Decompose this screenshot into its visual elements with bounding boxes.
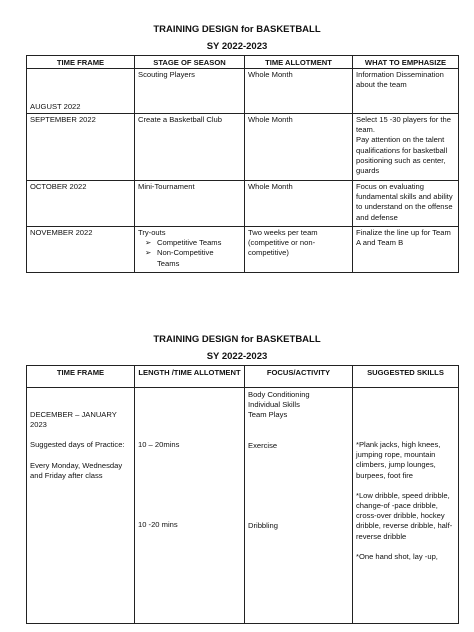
cell-emphasize	[353, 114, 459, 181]
sub-item-label: Non-Competitive	[157, 248, 214, 258]
table-row	[27, 114, 459, 181]
table-row	[27, 388, 459, 624]
doc1-header-row	[27, 56, 459, 69]
cell-allotment: Two weeks per team (competitive or non-competitive)	[245, 227, 353, 273]
sub-item	[138, 238, 241, 248]
cell-stage: Scouting Players	[135, 69, 245, 114]
cell-time: NOVEMBER 2022	[27, 227, 135, 273]
doc1-school-year: SY 2022-2023	[206, 41, 268, 52]
skills-item: *One hand shot, lay -up,	[356, 551, 438, 561]
cell-stage	[135, 227, 245, 273]
doc2-school-year: SY 2022-2023	[206, 351, 268, 362]
arrow-bullet-icon: ➢	[145, 248, 152, 258]
focus-item: Dribbling	[248, 520, 278, 530]
doc2-header-skills: SUGGESTED SKILLS	[353, 366, 459, 388]
doc1-table	[26, 55, 459, 273]
cell-skills	[353, 388, 459, 624]
cell-allotment: Whole Month	[245, 69, 353, 114]
doc2-header-row	[27, 366, 459, 388]
doc2-header-time-frame: TIME FRAME	[27, 366, 135, 388]
suggested-days-label: Suggested days of Practice:	[30, 440, 125, 450]
cell-focus	[245, 388, 353, 624]
arrow-bullet-icon: ➢	[145, 238, 152, 248]
length-value: 10 -20 mins	[138, 520, 178, 530]
period-label: DECEMBER – JANUARY 2023	[30, 410, 117, 430]
cell-time: SEPTEMBER 2022	[27, 114, 135, 181]
table-row	[27, 69, 459, 114]
doc2-title: TRAINING DESIGN for BASKETBALL	[153, 334, 321, 345]
focus-item: Body Conditioning	[248, 390, 310, 399]
doc1-header-stage: STAGE OF SEASON	[135, 56, 245, 69]
doc2-table	[26, 365, 459, 624]
practice-days: Every Monday, Wednesday and Friday after class	[30, 460, 123, 480]
cell-length	[135, 388, 245, 624]
stage-label: Try-outs	[138, 228, 166, 237]
focus-item: Individual Skills	[248, 400, 300, 410]
emphasize-line: Select 15 -30 players for the team.	[356, 115, 451, 135]
cell-stage: Create a Basketball Club	[135, 114, 245, 181]
cell-allotment: Whole Month	[245, 181, 353, 227]
emphasize-line: Pay attention on the talent qualifications for basketball positioning such as center, guards	[356, 135, 448, 176]
focus-item: Team Plays	[248, 410, 288, 420]
doc1-header-time-allotment: TIME ALLOTMENT	[245, 56, 353, 69]
doc1-header-emphasize: WHAT TO EMPHASIZE	[353, 56, 459, 69]
cell-emphasize: Focus on evaluating fundamental skills and ability to understand on the offense and defense	[353, 181, 459, 227]
length-value: 10 – 20mins	[138, 440, 180, 449]
doc2-header-length: LENGTH /TIME ALLOTMENT	[135, 366, 245, 388]
skills-item: *Plank jacks, high knees, jumping rope, mountain climbers, jump lounges, burpees, foot fire	[356, 440, 441, 480]
doc1-title: TRAINING DESIGN for BASKETBALL	[153, 24, 321, 35]
doc1-header-time-frame: TIME FRAME	[27, 56, 135, 69]
sub-item-label: Competitive Teams	[157, 238, 222, 248]
cell-emphasize: Information Dissemination about the team	[353, 69, 459, 114]
cell-allotment: Whole Month	[245, 114, 353, 181]
skills-item: *Low dribble, speed dribble, change-of -pace dribble, cross-over dribble, hockey dribble, reverse dribble, half-reverse dribble	[356, 490, 453, 541]
table-row	[27, 227, 459, 273]
cell-time-frame	[27, 388, 135, 624]
table-row	[27, 181, 459, 227]
cell-stage: Mini-Tournament	[135, 181, 245, 227]
cell-time: OCTOBER 2022	[27, 181, 135, 227]
cell-time: AUGUST 2022	[27, 69, 135, 114]
focus-item: Exercise	[248, 440, 278, 450]
cell-emphasize: Finalize the line up for Team A and Team B	[353, 227, 459, 273]
sub-item	[138, 248, 241, 258]
sub-item-continued: Teams	[157, 258, 180, 268]
doc2-header-focus: FOCUS/ACTIVITY	[245, 366, 353, 388]
